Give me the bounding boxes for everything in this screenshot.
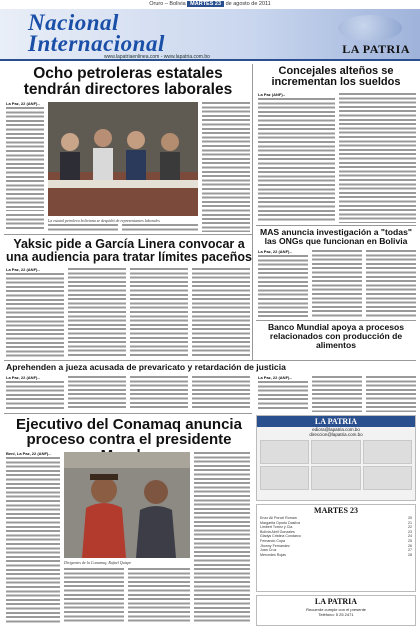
yaksic-headline: Yaksic pide a García Linera convocar a una audiencia para tratar límites paceños: [6, 237, 252, 264]
conamaq-byline: Beni, La Paz, 22 (ANF).-: [6, 452, 51, 456]
divider-3: [4, 413, 252, 414]
yaksic-byline: La Paz, 22 (ANF).-: [6, 268, 40, 272]
mas-byline: La Paz, 22 (ANF).-: [258, 250, 292, 254]
mas-headline: MAS anuncia investigación a "todas" las ONGs que funcionan en Bolivia: [260, 227, 412, 246]
conamaq-column-1: [6, 452, 60, 624]
issue-date-rest: de agosto de 2011: [225, 1, 271, 7]
ad1-grid-cell: [311, 440, 360, 464]
petroleras-column-1b: [6, 214, 44, 230]
divider-r1: [256, 225, 416, 226]
martes-list-box: [256, 504, 416, 592]
list-row: Margarita Oporto Dasilva 21: [260, 520, 412, 525]
ad1-email2[interactable]: direccion@lapatria.com.bo: [309, 432, 363, 437]
jueza-column-2: [68, 376, 126, 410]
list-row: Enzo Ali Porcel Roman 20: [260, 516, 412, 520]
mas-column-2: [312, 250, 362, 318]
ad1-grid-cell: [363, 440, 412, 464]
petroleras-photo: [48, 102, 198, 216]
ad3-line2: Teléfono: 5 25 2471: [318, 612, 354, 617]
conamaq-column-4: [194, 452, 250, 624]
petroleras-column-3: [202, 102, 250, 220]
banco-byline: La Paz, 22 (ANF).-: [258, 376, 292, 380]
mas-column-1: [258, 250, 308, 318]
list-row: Limbert Torrez y Cia. 22: [260, 525, 412, 530]
section-title-line2: Internacional: [28, 31, 165, 56]
section-title-line1: Nacional: [28, 10, 119, 35]
section-title: [28, 12, 165, 54]
petroleras-caption: La estatal petrolera boliviana se despidió de representantes laborales: [48, 218, 160, 223]
ad1-grid-cell: [311, 466, 360, 490]
concejales-headline: Concejales alteños se incrementan los sueldos: [271, 65, 401, 89]
yaksic-column-1: [6, 268, 64, 358]
jueza-headline: Aprehenden a jueza acusada de prevaricato y retardación de justicia: [6, 362, 286, 372]
petroleras-byline: La Paz, 22 (ANF).-: [6, 102, 40, 106]
vertical-divider: [252, 64, 253, 360]
ad1-grid-cell: [260, 466, 309, 490]
ad2-title: MARTES 23: [314, 506, 358, 515]
conamaq-column-2: [64, 568, 124, 624]
banco-column-2: [312, 376, 362, 412]
leaders-photo-icon: [64, 452, 190, 558]
jueza-column-4: [192, 376, 250, 410]
websites-line: www.lapatriaenlinea.com - www.lapatria.com.bo: [104, 54, 210, 60]
la-patria-ad-box: [256, 415, 416, 501]
petroleras-column-3b: [202, 222, 250, 232]
newspaper-logo: LA PATRIA: [342, 42, 410, 56]
mas-column-3: [366, 250, 416, 318]
ad1-grid-cell: [260, 440, 309, 464]
petroleras-column-2c: [122, 224, 198, 232]
jueza-column-3: [130, 376, 188, 410]
banco-headline: Banco Mundial apoya a procesos relacionados con producción de alimentos: [267, 322, 405, 350]
ad3-title: LA PATRIA: [257, 596, 415, 607]
conamaq-photo: [64, 452, 190, 558]
list-row: Gladys Cristina Condarco 24: [260, 534, 412, 539]
concejales-column-2: [339, 93, 416, 223]
banco-column-1: [258, 376, 308, 412]
petroleras-headline: Ocho petroleras estatales tendrán directores laborales: [23, 65, 233, 98]
jueza-column-1: [6, 376, 64, 410]
top-date-bar: [0, 0, 420, 9]
section-masthead: [0, 9, 420, 61]
la-patria-footer-ad: [256, 595, 416, 626]
meeting-photo-icon: [48, 102, 198, 216]
ad3-line1: Recuerde cumple con el presente: [306, 607, 366, 612]
concejales-byline: La Paz (ANF).-: [258, 93, 286, 97]
edition-info: Oruro – Bolivia: [149, 1, 186, 7]
issue-date: MARTES 23: [187, 1, 224, 7]
ad1-email1[interactable]: ediora@lapatria.com.bo: [312, 427, 360, 432]
yaksic-column-2: [68, 268, 126, 358]
list-row: Juan Cruz 27: [260, 548, 412, 553]
jueza-byline: La Paz, 22 (ANF).-: [6, 376, 40, 380]
list-row: Mercedes Rojas 28: [260, 552, 412, 557]
yaksic-column-4: [192, 268, 250, 358]
conamaq-column-3: [128, 568, 190, 624]
ad1-grid-cell: [363, 466, 412, 490]
list-row: Fernando Copa 25: [260, 538, 412, 543]
conamaq-caption: Dirigentes de la Conamaq, Rafael Quispe: [64, 560, 132, 565]
list-row: Jhonny Fernandez 26: [260, 543, 412, 548]
ad1-grid: [257, 437, 415, 493]
petroleras-column-1: [6, 102, 44, 212]
banco-column-3: [366, 376, 416, 412]
divider-1: [4, 234, 252, 235]
petroleras-column-2b: [48, 224, 118, 232]
list-row: Bolivia Abril Gonzales 23: [260, 529, 412, 534]
divider-2: [4, 360, 416, 361]
conamaq-headline: Ejecutivo del Conamaq anuncia proceso contra el presidente: [16, 416, 242, 449]
concejales-column-1: [258, 93, 335, 223]
ad1-title: LA PATRIA: [257, 416, 415, 427]
divider-r2: [256, 320, 416, 321]
globe-graphic: [338, 15, 402, 41]
yaksic-column-3: [130, 268, 188, 358]
